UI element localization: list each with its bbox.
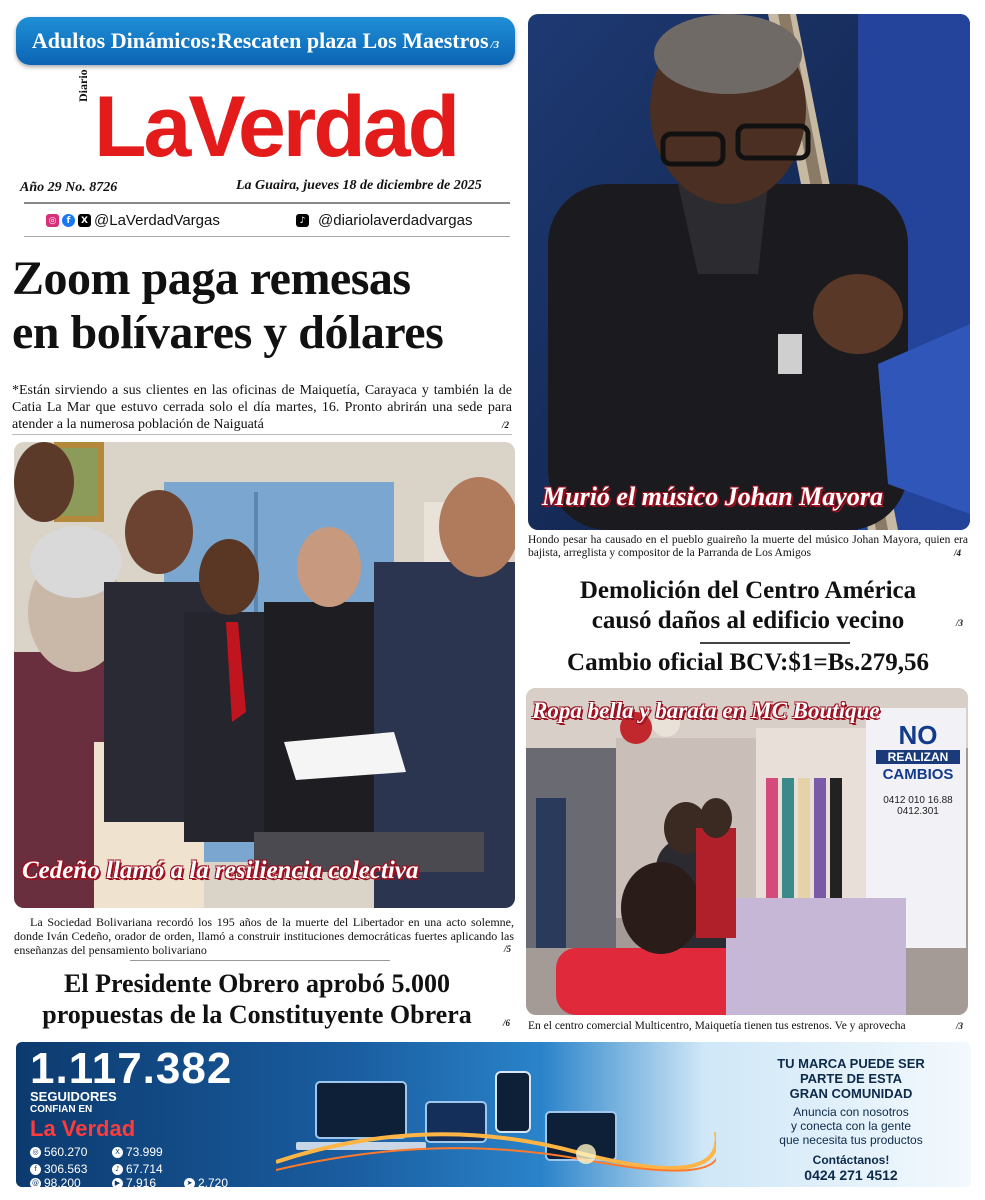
ad-stat-instagram	[30, 1145, 87, 1159]
x-icon: X	[112, 1147, 123, 1158]
ad-stat-x	[112, 1145, 163, 1159]
ad-followers-count: 1.117.382	[30, 1044, 233, 1093]
social-right[interactable]	[296, 212, 472, 229]
ad-stat-value: 73.999	[126, 1145, 163, 1159]
tiktok-icon: ♪	[112, 1164, 123, 1175]
mayora-photo-image	[528, 14, 970, 530]
main-summary-rule	[12, 434, 512, 435]
main-headline[interactable]	[12, 252, 522, 360]
ad-stat-value: 98.200	[44, 1176, 81, 1187]
top-banner[interactable]	[16, 17, 515, 65]
ad-right-line4: Anuncia con nosotros	[793, 1105, 909, 1119]
ad-brand: La Verdad	[30, 1116, 136, 1141]
demolicion-rule	[700, 642, 850, 644]
ad-stat-tiktok	[112, 1162, 163, 1176]
tiktok-icon: ♪	[296, 214, 309, 227]
demolicion-line1: Demolición del Centro América	[579, 577, 917, 604]
instagram-icon: ◎	[46, 214, 59, 227]
ad-label	[30, 1090, 117, 1116]
sign-phone2: 0412.301	[897, 806, 939, 817]
advertisement-banner[interactable]	[16, 1042, 971, 1187]
presidente-headline[interactable]	[12, 968, 502, 1030]
cedeno-text: La Sociedad Bolivariana recordó los 195 años de la muerte del Libertador en una acto solemne, donde Iván Cedeño, orador de orden, llamó a construir instituciones democráticas fuertes aplicando las enseñanzas del pensamiento bolivariano	[14, 915, 514, 957]
demolicion-headline[interactable]	[528, 576, 968, 636]
main-summary-text: *Están sirviendo a sus clientes en las oficinas de Maiquetía, Carayaca y también la de Catia La Mar que estuvo cerrada solo el día martes, 16. Pronto abrirán una sede para atender a la numerosa población de Naiguatá	[12, 383, 512, 432]
boutique-sign	[876, 722, 960, 817]
social-right-handle: @diariolaverdadvargas	[318, 212, 473, 229]
exchange-rate[interactable]: Cambio oficial BCV:$1=Bs.279,56	[567, 649, 929, 676]
main-headline-line2: en bolívares y dólares	[12, 306, 444, 359]
demolicion-line2: causó daños al edificio vecino	[591, 607, 905, 634]
top-banner-page: /3	[490, 39, 500, 51]
mayora-photo[interactable]	[528, 14, 970, 530]
demolicion-page-ref: /3	[956, 618, 964, 628]
cedeno-photo-caption: Cedeño llamó a la resiliencia colectiva	[22, 857, 419, 884]
boutique-page-ref: /3	[956, 1021, 964, 1031]
social-left-handle: @LaVerdadVargas	[94, 212, 220, 229]
ad-phone[interactable]: 0424 271 4512	[804, 1167, 898, 1183]
main-page-ref: /2	[502, 420, 510, 430]
facebook-icon: f	[62, 214, 75, 227]
ad-right-panel	[736, 1056, 966, 1183]
cedeno-page-ref: /5	[504, 944, 512, 954]
sign-line1: NO	[898, 720, 938, 750]
top-banner-text: Adultos Dinámicos:Rescaten plaza Los Maestros	[31, 28, 489, 53]
ad-stat-youtube	[112, 1176, 156, 1187]
sign-phone1: 0412 010 16.88	[883, 795, 953, 806]
ad-label2: CONFIAN EN	[30, 1104, 93, 1115]
mayora-page-ref: /4	[954, 548, 962, 558]
sign-line2: REALIZAN	[876, 750, 960, 764]
presidente-line1: El Presidente Obrero aprobó 5.000	[64, 969, 450, 998]
presidente-page-ref: /6	[503, 1018, 511, 1028]
ad-right-line6: que necesita tus productos	[779, 1133, 923, 1147]
telegram-icon: ➤	[184, 1178, 195, 1188]
ad-stat-value: 306.563	[44, 1162, 88, 1176]
presidente-line2: propuestas de la Constituyente Obrera	[42, 1000, 472, 1029]
sign-line3: CAMBIOS	[882, 766, 954, 783]
main-headline-line1: Zoom paga remesas	[12, 252, 411, 305]
ad-right-line3: GRAN COMUNIDAD	[789, 1086, 913, 1101]
ad-stat-facebook	[30, 1162, 87, 1176]
youtube-icon: ▶	[112, 1178, 123, 1188]
instagram-icon: ◎	[30, 1147, 41, 1158]
threads-icon: @	[32, 1179, 39, 1187]
ad-stat-value: 2.720	[198, 1176, 229, 1187]
main-summary	[12, 382, 512, 433]
ad-label1: SEGUIDORES	[30, 1089, 117, 1104]
cedeno-photo[interactable]	[14, 442, 515, 908]
ad-right-line2: PARTE DE ESTA	[799, 1071, 903, 1086]
ad-stat-value: 67.714	[126, 1162, 163, 1176]
social-left[interactable]	[46, 212, 220, 229]
newspaper-logo: LaVerdad	[94, 79, 458, 175]
ad-stat-telegram	[184, 1176, 228, 1187]
dateline: La Guaira, jueves 18 de diciembre de 2025	[236, 178, 482, 193]
ad-right-line1: TU MARCA PUEDE SER	[777, 1056, 925, 1071]
cedeno-photo-image	[14, 442, 515, 908]
ad-stat-threads	[30, 1176, 81, 1187]
ad-stat-value: 7.916	[126, 1176, 157, 1187]
masthead-rule-top	[24, 202, 510, 204]
ad-devices-art	[276, 1042, 716, 1187]
mayora-text: Hondo pesar ha causado en el pueblo guaireño la muerte del músico Johan Mayora, quien era bajista, arreglista y compositor de la Parranda de Los Amigos	[528, 534, 968, 559]
diario-label: Diario	[76, 69, 90, 102]
ad-contact: Contáctanos!	[812, 1153, 890, 1167]
x-icon: X	[78, 214, 91, 227]
cedeno-rule	[130, 960, 390, 961]
boutique-photo-caption: Ropa bella y barata en MC Boutique	[532, 698, 880, 723]
boutique-photo[interactable]	[526, 688, 968, 1015]
mayora-photo-caption: Murió el músico Johan Mayora	[542, 482, 883, 511]
masthead-rule-bottom	[24, 236, 510, 237]
issue-number: Año 29 No. 8726	[20, 180, 118, 195]
ad-right-line5: y conecta con la gente	[790, 1119, 912, 1133]
ad-stat-value: 560.270	[44, 1145, 88, 1159]
boutique-text: En el centro comercial Multicentro, Maiquetía tienen tus estrenos. Ve y aprovecha	[528, 1020, 906, 1032]
facebook-icon: f	[30, 1164, 41, 1175]
